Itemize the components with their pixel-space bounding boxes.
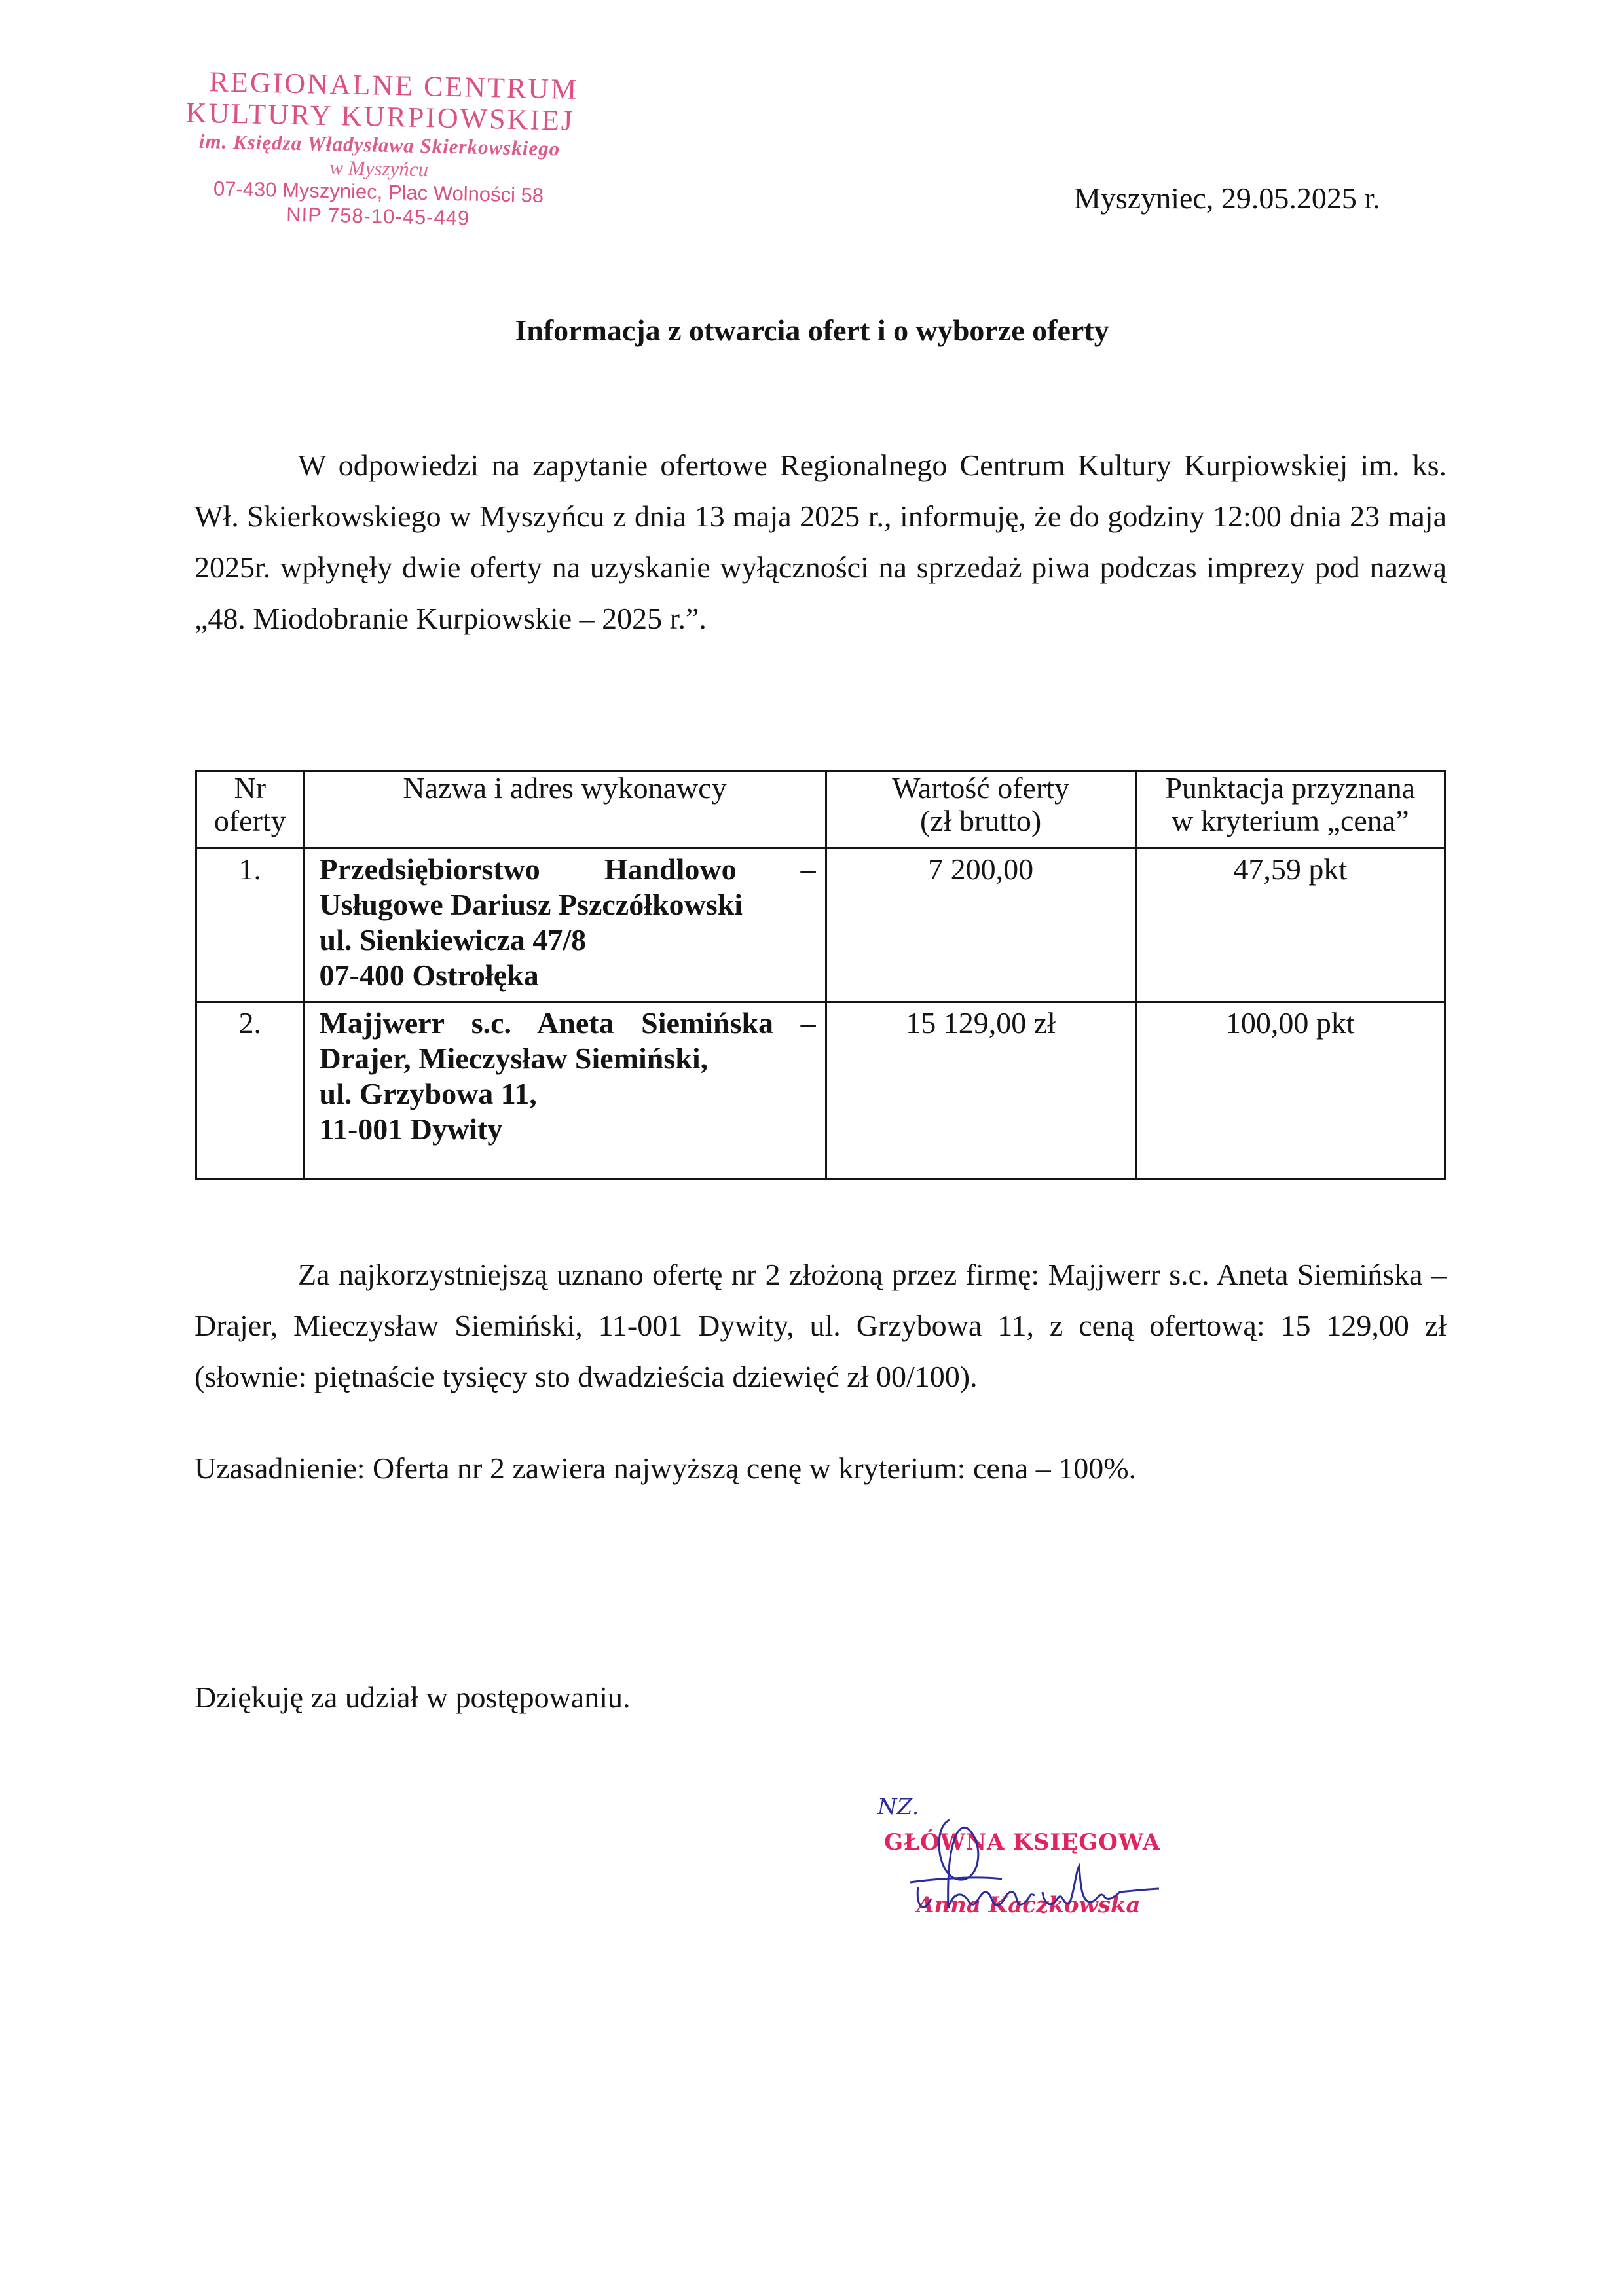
- stamp-nip: NIP 758-10-45-449: [286, 202, 470, 230]
- stamp-line-3: im. Księdza Władysława Skierkowskiego: [198, 129, 561, 160]
- offer-nr: 1.: [196, 848, 304, 1002]
- institution-stamp: [168, 65, 591, 232]
- stamp-line-2: KULTURY KURPIOWSKIEJ: [185, 96, 575, 137]
- selection-text: Za najkorzystniejszą uznano ofertę nr 2 złożoną przez firmę: Majjwerr s.c. Aneta Siemińska – Drajer, Mieczysław Siemiński, 11-001 Dywity, ul. Grzybowa 11, z ceną ofertową: 15 129,00 zł (słownie: piętnaście tysięcy sto dwadzieścia dziewięć zł 00/100).: [194, 1258, 1447, 1393]
- document-title: Informacja z otwarcia ofert i o wyborze oferty: [515, 314, 1109, 347]
- offer-score: 47,59 pkt: [1135, 848, 1445, 1002]
- stamp-line-4: w Myszyńcu: [329, 156, 429, 181]
- intro-paragraph: [194, 440, 1447, 644]
- handwritten-signature-icon: [871, 1794, 1211, 1938]
- justification-text: Uzasadnienie: Oferta nr 2 zawiera najwyższą cenę w kryterium: cena – 100%.: [194, 1451, 1137, 1485]
- offer-contractor: Majjwerr s.c. Aneta Siemińska – Drajer, Mieczysław Siemiński, ul. Grzybowa 11, 11-001 Dywity: [304, 1002, 826, 1180]
- offer-score: 100,00 pkt: [1135, 1002, 1445, 1180]
- offers-table: [195, 770, 1446, 1180]
- offer-contractor: Przedsiębiorstwo Handlowo – Usługowe Dariusz Pszczółkowski ul. Sienkiewicza 47/8 07-400 Ostrołęka: [304, 848, 826, 1002]
- table-row: [196, 848, 1445, 1002]
- intro-text: W odpowiedzi na zapytanie ofertowe Regionalnego Centrum Kultury Kurpiowskiej im. ks. Wł. Skierkowskiego w Myszyńcu z dnia 13 maja 2025 r., informuję, że do godziny 12:00 dnia 23 maja 2025r. wpłynęły dwie oferty na uzyskanie wyłączności na sprzedaż piwa podczas imprezy pod nazwą „48. Miodobranie Kurpiowskie – 2025 r.”.: [194, 448, 1447, 635]
- stamp-address: 07-430 Myszyniec, Plac Wolności 58: [213, 177, 544, 207]
- header-nr: Nr oferty: [196, 771, 304, 848]
- selection-paragraph: [194, 1249, 1447, 1402]
- signature-name-stamp: Anna Kaczkowska: [917, 1892, 1141, 1918]
- signature-block: [871, 1794, 1211, 1938]
- offer-value: 15 129,00 zł: [826, 1002, 1135, 1180]
- signature-role-stamp: GŁÓWNA KSIĘGOWA: [884, 1829, 1161, 1855]
- header-score: Punktacja przyznana w kryterium „cena”: [1135, 771, 1445, 848]
- offer-value: 7 200,00: [826, 848, 1135, 1002]
- signature-annotation: NZ.: [877, 1794, 919, 1820]
- closing-text: Dziękuję za udział w postępowaniu.: [194, 1681, 631, 1714]
- stamp-line-1: REGIONALNE CENTRUM: [209, 65, 579, 106]
- table-row: [196, 1002, 1445, 1180]
- header-value: Wartość oferty (zł brutto): [826, 771, 1135, 848]
- place-date: Myszyniec, 29.05.2025 r.: [1074, 181, 1380, 215]
- table-header-row: [196, 771, 1445, 848]
- header-name: Nazwa i adres wykonawcy: [304, 771, 826, 848]
- offer-nr: 2.: [196, 1002, 304, 1180]
